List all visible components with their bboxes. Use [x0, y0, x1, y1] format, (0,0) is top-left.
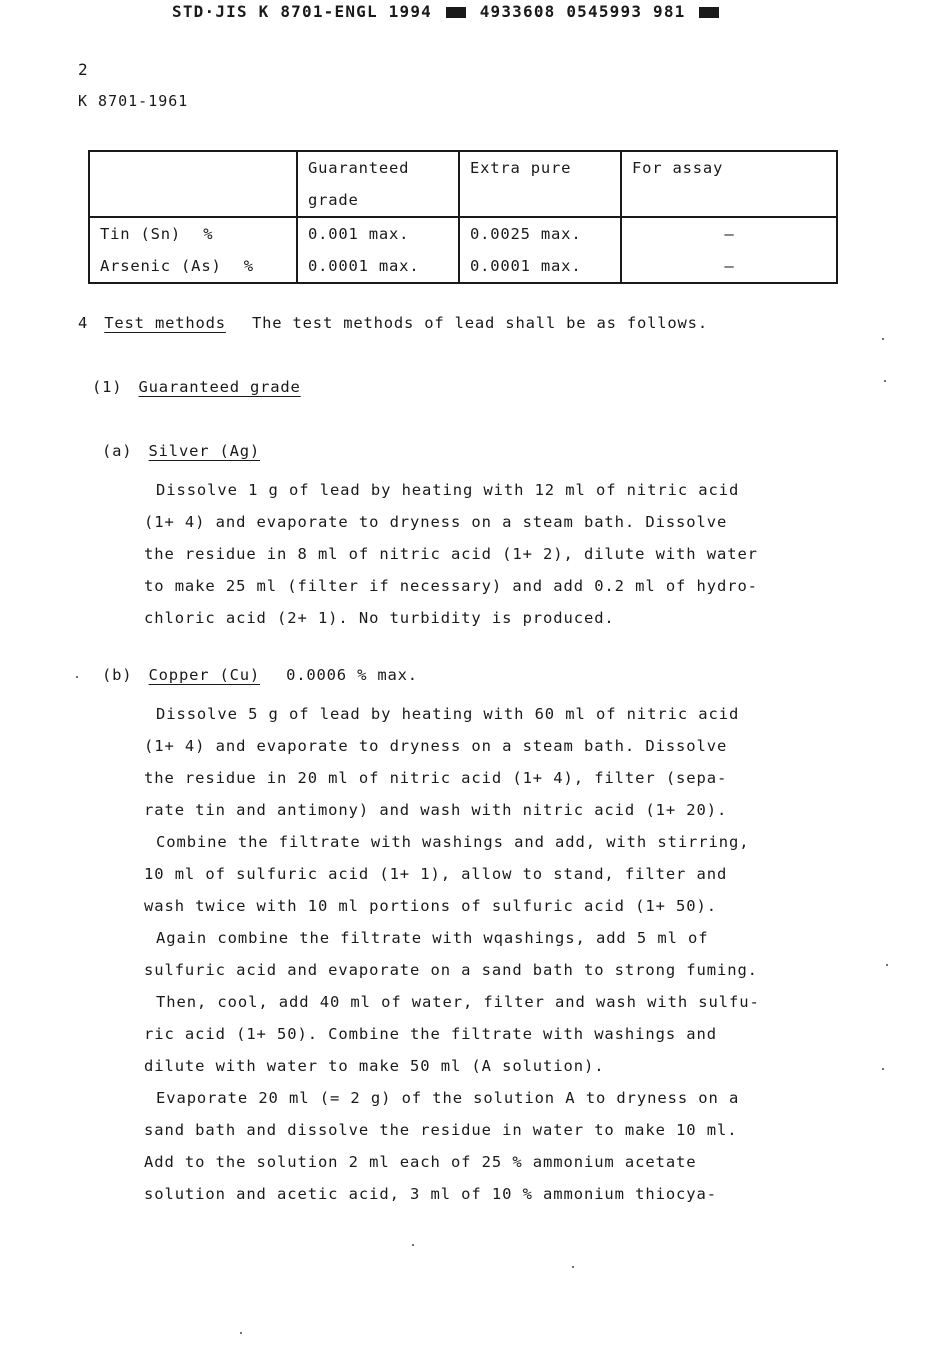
row-item-unit: % — [203, 225, 214, 243]
item-a-body — [144, 474, 844, 634]
text-line: Combine the filtrate with washings and add, with stirring, — [156, 833, 750, 851]
text-line: 10 ml of sulfuric acid (1+ 1), allow to stand, filter and — [144, 865, 728, 883]
cell-for-assay: – — [621, 217, 837, 250]
text-line: (1+ 4) and evaporate to dryness on a steam bath. Dissolve — [144, 737, 728, 755]
item-a-heading — [102, 442, 260, 460]
scan-speck — [882, 1068, 884, 1070]
row-item-arsenic — [89, 250, 297, 283]
text-line: wash twice with 10 ml portions of sulfuric acid (1+ 50). — [144, 897, 717, 915]
subsection-1-heading — [92, 378, 301, 396]
col-header-guaranteed-l1: Guaranteed — [308, 159, 410, 177]
table-row — [89, 250, 837, 283]
item-label: (b) — [102, 666, 133, 684]
cell-extra-pure: 0.0001 max. — [459, 250, 621, 283]
text-line: Dissolve 1 g of lead by heating with 12 ml of nitric acid — [156, 481, 740, 499]
text-line: rate tin and antimony) and wash with nitric acid (1+ 20). — [144, 801, 728, 819]
spec-table — [88, 150, 838, 284]
table-header-blank — [89, 151, 297, 217]
section-intro-text: The test methods of lead shall be as follows. — [252, 314, 708, 332]
text-line: ric acid (1+ 50). Combine the filtrate with washings and — [144, 1025, 717, 1043]
cell-extra-pure: 0.0025 max. — [459, 217, 621, 250]
section-4-heading — [78, 314, 708, 332]
text-line: sand bath and dissolve the residue in water to make 10 ml. — [144, 1121, 738, 1139]
col-header-guaranteed-l2: grade — [308, 191, 359, 209]
col-header-guaranteed — [297, 151, 459, 217]
text-line: sulfuric acid and evaporate on a sand bath to strong fuming. — [144, 961, 758, 979]
subsection-title: Guaranteed grade — [138, 378, 301, 396]
col-header-for-assay: For assay — [621, 151, 837, 217]
header-block-mark-end — [699, 7, 719, 18]
text-line: chloric acid (2+ 1). No turbidity is produced. — [144, 609, 615, 627]
scan-speck — [76, 676, 78, 678]
scan-speck — [886, 964, 888, 966]
section-number: 4 — [78, 314, 89, 332]
row-item-name: Tin (Sn) — [100, 225, 182, 243]
text-line: Dissolve 5 g of lead by heating with 60 ml of nitric acid — [156, 705, 740, 723]
page-number: 2 — [78, 60, 88, 79]
text-line: the residue in 20 ml of nitric acid (1+ 4), filter (sepa- — [144, 769, 728, 787]
item-b-heading — [102, 666, 418, 684]
item-b-body — [144, 698, 844, 1210]
item-limit: 0.0006 % max. — [286, 666, 418, 684]
text-line: to make 25 ml (filter if necessary) and add 0.2 ml of hydro- — [144, 577, 758, 595]
doc-ref: STD·JIS K 8701-ENGL 1994 — [172, 2, 432, 21]
document-header — [172, 2, 722, 21]
scan-speck — [412, 1244, 414, 1246]
scan-speck — [240, 1332, 242, 1334]
cell-for-assay: – — [621, 250, 837, 283]
scan-speck — [572, 1266, 574, 1268]
table-row — [89, 217, 837, 250]
scan-speck — [882, 338, 884, 340]
text-line: Add to the solution 2 ml each of 25 % ammonium acetate — [144, 1153, 697, 1171]
header-block-mark — [446, 7, 466, 18]
barcode-number: 4933608 0545993 981 — [479, 2, 686, 21]
item-title: Silver (Ag) — [148, 442, 260, 460]
cell-guaranteed: 0.0001 max. — [297, 250, 459, 283]
row-item-name: Arsenic (As) — [100, 257, 222, 275]
col-header-extra-pure: Extra pure — [459, 151, 621, 217]
item-label: (a) — [102, 442, 133, 460]
table-header-row — [89, 151, 837, 217]
row-item-tin — [89, 217, 297, 250]
text-line: Evaporate 20 ml (= 2 g) of the solution A to dryness on a — [156, 1089, 740, 1107]
section-title: Test methods — [104, 314, 226, 332]
standard-id: K 8701-1961 — [78, 92, 189, 110]
subsection-number: (1) — [92, 378, 123, 396]
scan-speck — [884, 380, 886, 382]
text-line: Then, cool, add 40 ml of water, filter and wash with sulfu- — [156, 993, 760, 1011]
item-title: Copper (Cu) — [148, 666, 260, 684]
text-line: solution and acetic acid, 3 ml of 10 % ammonium thiocya- — [144, 1185, 717, 1203]
text-line: the residue in 8 ml of nitric acid (1+ 2), dilute with water — [144, 545, 758, 563]
text-line: dilute with water to make 50 ml (A solution). — [144, 1057, 605, 1075]
cell-guaranteed: 0.001 max. — [297, 217, 459, 250]
text-line: Again combine the filtrate with wqashings, add 5 ml of — [156, 929, 709, 947]
row-item-unit: % — [243, 257, 254, 275]
text-line: (1+ 4) and evaporate to dryness on a steam bath. Dissolve — [144, 513, 728, 531]
